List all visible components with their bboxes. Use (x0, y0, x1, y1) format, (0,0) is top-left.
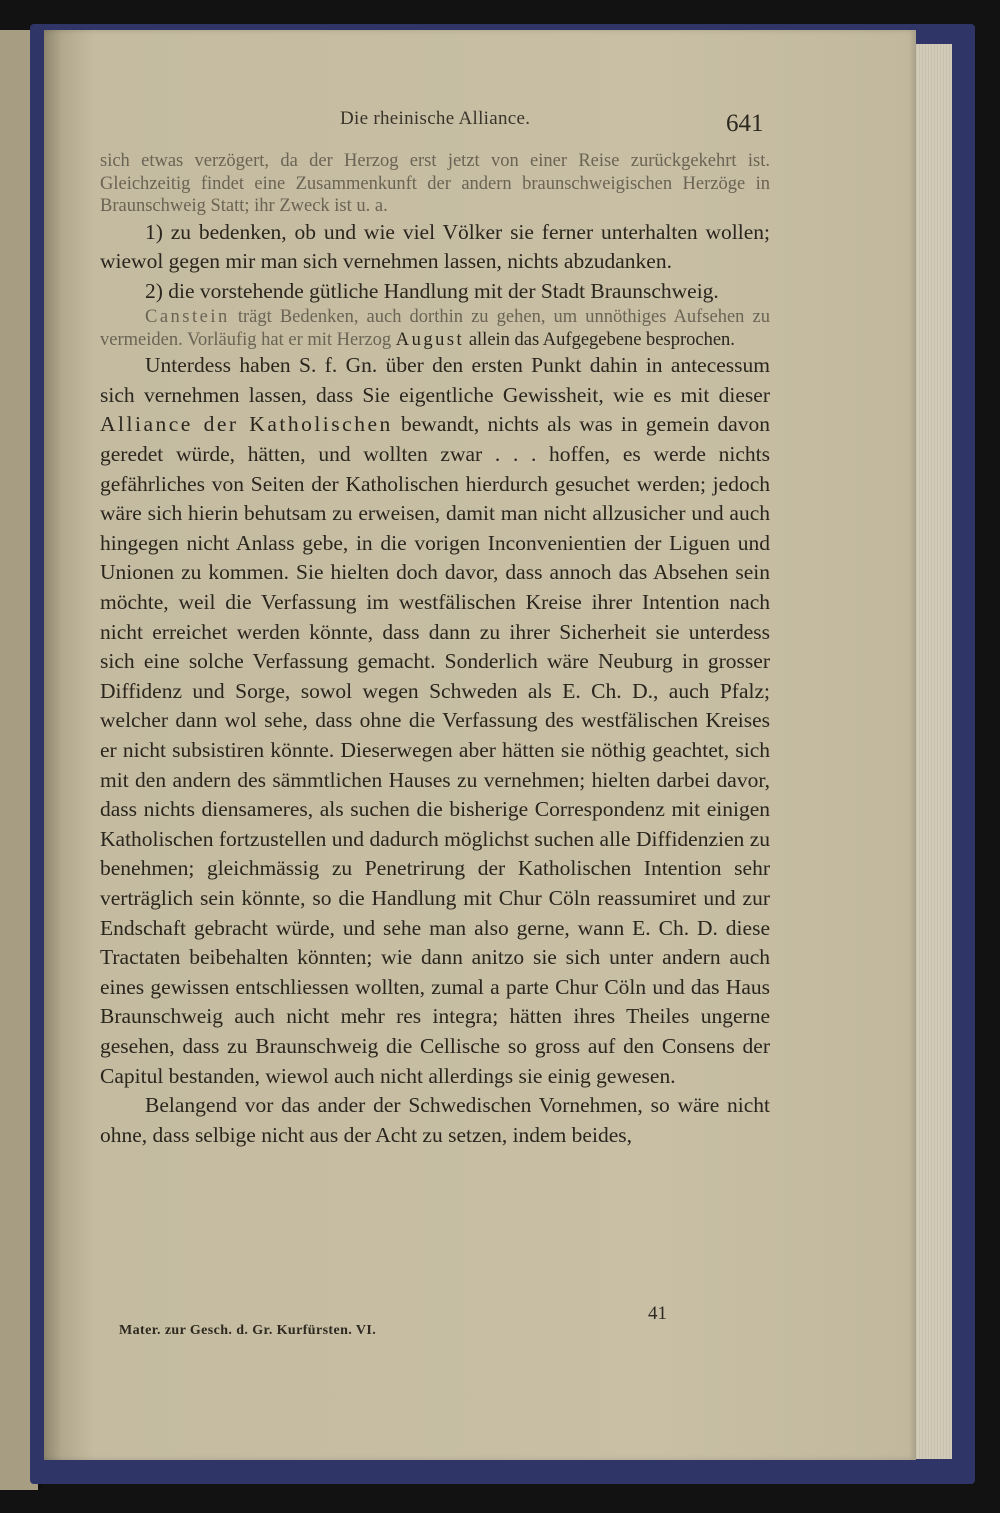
signature-mark: 41 (648, 1303, 667, 1324)
paragraph-canstein (100, 306, 770, 351)
paragraph-canstein-text-1: trägt Bedenken, auch dorthin zu gehen, um unnöthiges Aufsehen zu vermeiden. Vorläufig hat er mit Herzog (100, 307, 770, 350)
alliance-name: Alliance der Katholischen (100, 412, 393, 437)
paragraph-point-2: 2) die vorstehende gütliche Handlung mit der Stadt Braunschweig. (145, 278, 719, 303)
paragraph-point-1: 1) zu bedenken, ob und wie viel Völker sie ferner unterhalten wollen; wiewol gegen mir man sich vernehmen lassen, nichts abzudanken. (100, 219, 770, 274)
page-number: 641 (726, 110, 764, 137)
paragraph-main-text-1: Unterdess haben S. f. Gn. über den ersten Punkt dahin in antecessum sich vernehmen lassen, dass Sie eigentliche Gewissheit, wie es mit dieser (100, 353, 770, 407)
page-stack-edge (912, 44, 952, 1459)
paragraph-intro: sich etwas verzögert, da der Herzog erst jetzt von einer Reise zurückgekehrt ist. Gleichzeitig findet eine Zusammenkunft der andern braunschweigischen Herzöge in Braunschweig Statt; ihr Zweck ist u. a. (100, 151, 770, 216)
running-head: Die rheinische Alliance. (340, 108, 531, 129)
paragraph-closing: Belangend vor das ander der Schwedischen Vornehmen, so wäre nicht ohne, dass selbige nicht aus der Acht zu setzen, indem beides, (100, 1093, 770, 1147)
paragraph-canstein-text-2: allein das Aufgegebene besprochen. (464, 329, 735, 350)
person-name-august: August (395, 329, 465, 350)
page-body (100, 150, 770, 1150)
paragraph-main-text-2: bewandt, nichts als was in gemein davon geredet würde, hätten, und wollten zwar . . . hoffen, es werde nichts gefährliches von Seiten der Katholischen hierdurch gesuchet werden; jedoch wäre sich hierin behutsam zu erweisen, damit man nicht allzusicher und auch hingegen nicht Anlass gebe, in die vorigen Inconvenientien der Liguen und Unionen zu kommen. Sie hielten doch davor, dass annoch das Absehen sein möchte, weil die Verfassung im westfälischen Kreise ihrer Intention nach nicht erreichet werden könnte, dass dann zu ihrer Sicherheit sie unterdess sich eine solche Verfassung gemacht. Sonderlich wäre Neuburg in grosser Diffidenz und Sorge, sowol wegen Schweden als E. Ch. D., auch Pfalz; welcher dann wol sehe, dass ohne die Verfassung des westfälischen Kreises er nicht subsistiren könnte. Dieserwegen aber hätten sie nöthig geachtet, sich mit den andern des sämmtlichen Hauses zu vernehmen; hielten darbei davor, dass nichts diensameres, als suchen die bisherige Correspondenz mit einigen Katholischen fortzustellen und dadurch möglichst suchen alle Diffidenzien zu benehmen; gleichmässig zu Penetrirung der Katholischen Intention sehr verträglich sein könnte, so die Handlung mit Chur Cöln reassumiret und zur Endschaft gebracht würde, und sehe man also gerne, wann E. Ch. D. diese Tractaten beibehalten könnten; wie dann anitzo sie sich unter andern auch eines gewissen entschliessen wollten, zumal a parte Chur Cöln und das Haus Braunschweig auch nicht mehr res integra; hätten ihres Theiles ungerne gesehen, dass zu Braunschweig die Cellische so gross auf den Consens der Capitul bestanden, wiewol auch nicht allerdings sie einig gewesen. (100, 412, 770, 1088)
source-reference: Mater. zur Gesch. d. Gr. Kurfürsten. VI. (119, 1323, 377, 1338)
paragraph-main (100, 351, 770, 1091)
person-name-canstein: Canstein (145, 307, 230, 328)
